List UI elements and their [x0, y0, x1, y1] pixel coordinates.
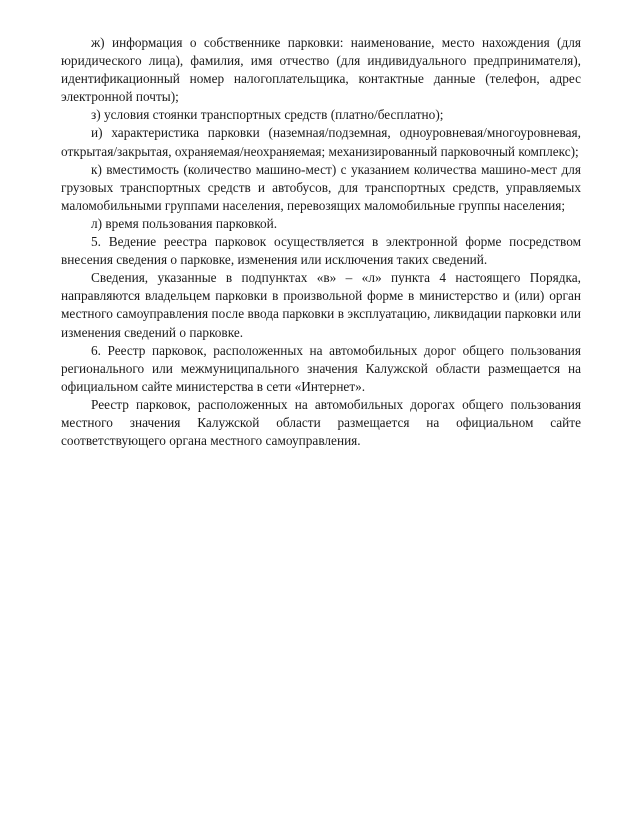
- paragraph-local-registry: Реестр парковок, расположенных на автомобильных дорогах общего пользования местного значения Калужской области размещается на официальном сайте соответствующего органа местного самоуправления.: [61, 396, 581, 449]
- paragraph-parking-conditions: з) условия стоянки транспортных средств (платно/бесплатно);: [91, 107, 444, 123]
- paragraph-information-submission: Сведения, указанные в подпунктах «в» – «л» пункта 4 настоящего Порядка, направляются владельцем парковки в произвольной форме в министерство и (или) орган местного самоуправления после ввода парковки в эксплуатацию, ликвидации парковки или изменения сведений о парковке.: [61, 270, 581, 340]
- paragraph-registry-maintenance: 5. Ведение реестра парковок осуществляется в электронной форме посредством внесения сведения о парковке, изменения или исключения таких сведений.: [61, 234, 581, 268]
- paragraph-owner-info: ж) информация о собственнике парковки: наименование, место нахождения (для юридического лица), фамилия, имя отчество (для индивидуального предпринимателя), идентификационный номер налогоплательщика, контактные данные (телефон, адрес электронной почты);: [61, 35, 581, 105]
- paragraph-capacity: к) вместимость (количество машино-мест) с указанием количества машино-мест для грузовых транспортных средств и автобусов, для транспортных средств, управляемых маломобильными группами населения, перевозящих маломобильные группы населения;: [61, 161, 581, 213]
- document-page: [61, 34, 581, 450]
- paragraph-parking-characteristics: и) характеристика парковки (наземная/подземная, одноуровневая/многоуровневая, открытая/закрытая, охраняемая/неохраняемая; механизированный парковочный комплекс);: [61, 125, 581, 159]
- paragraph-usage-time: л) время пользования парковкой.: [91, 215, 278, 231]
- paragraph-regional-registry: 6. Реестр парковок, расположенных на автомобильных дорог общего пользования регионального или межмуниципального значения Калужской области размещается на официальном сайте министерства в сети «Интернет».: [61, 342, 581, 394]
